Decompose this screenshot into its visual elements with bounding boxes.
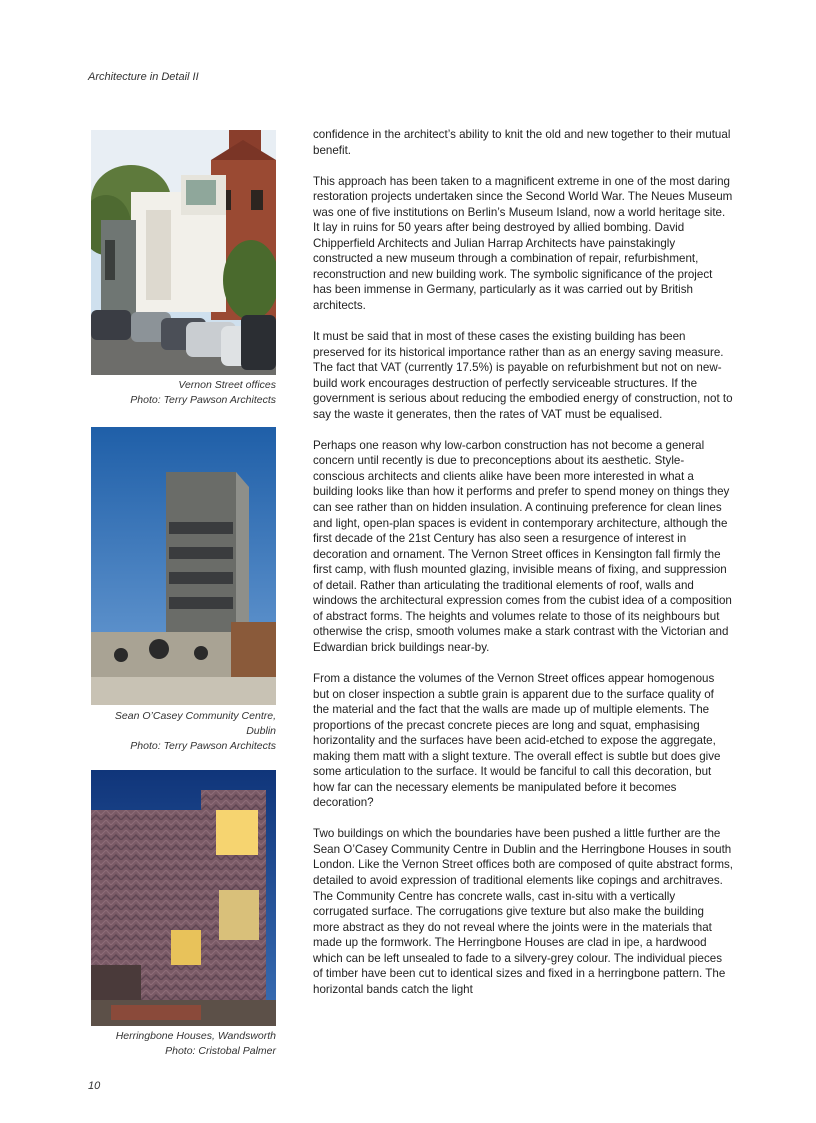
caption-title: Sean O’Casey Community Centre,	[114, 710, 276, 722]
caption-title: Vernon Street offices	[178, 379, 276, 391]
paragraph: It must be said that in most of these cases the existing building has been preserved for its historical importance rather than as an energy saving measure. The fact that VAT (currently 17.5%) is payable on refurbishment but not on new-build work encourages destruction of perfectly serviceable structures. If the government is serious about reducing the embodied energy of construction, not to say the waste it generates, then the rates of VAT must be equalised.	[313, 330, 733, 421]
page-number: 10	[88, 1080, 101, 1092]
caption-credit: Photo: Terry Pawson Architects	[130, 740, 276, 752]
caption-title: Herringbone Houses, Wandsworth	[115, 1030, 276, 1042]
figure-caption	[91, 709, 276, 754]
figure-caption	[91, 1029, 276, 1059]
paragraph: confidence in the architect’s ability to knit the old and new together to their mutual benefit.	[313, 128, 731, 157]
paragraph: From a distance the volumes of the Vernon Street offices appear homogenous but on closer inspection a subtle grain is apparent due to the surface quality of the material and the fact that the walls are made up of multiple elements. The proportions of the precast concrete pieces are long and squat, emphasising horizontality and the surfaces have been acid-etched to expose the aggregate, making them matt with a slight texture. The overall effect is subtle but does give some articulation to the surface. It would be fanciful to call this decoration, but how far can the necessary elements be manipulated before it becomes decoration?	[313, 671, 721, 810]
running-title: Architecture in Detail II	[88, 71, 199, 83]
figure-caption	[91, 378, 276, 408]
article-body	[313, 127, 733, 1013]
caption-credit: Photo: Terry Pawson Architects	[130, 394, 276, 406]
paragraph: This approach has been taken to a magnificent extreme in one of the most daring restoration projects undertaken since the Second World War. The Neues Museum was one of five institutions on Berlin’s Museum Island, now a world heritage site. It lay in ruins for 50 years after being destroyed by allied bombing. David Chipperfield Architects and Julian Harrap Architects have painstakingly constructed a new museum through a combination of repair, refurbishment, reconstruction and new building work. The symbolic significance of the project has been immense in Germany, particularly as it was carried out by British architects.	[313, 174, 733, 312]
photo-herringbone-houses	[91, 770, 276, 1026]
caption-title-continued: Dublin	[246, 725, 276, 737]
caption-credit: Photo: Cristobal Palmer	[165, 1045, 276, 1057]
photo-sean-ocasey-community-centre	[91, 427, 276, 705]
paragraph: Perhaps one reason why low-carbon construction has not become a general concern until recently is due to preconceptions about its aesthetic. Style-conscious architects and clients alike have been more interested in what a building looks like than how it performs and prefer to spend money on things they can see rather than on hidden insulation. A continuing preference for clean lines and light, open-plan spaces is evident in contemporary architecture, although the first decade of the 21st Century has also seen a resurgence of interest in decoration and ornament. The Vernon Street offices in Kensington fall firmly the first camp, with flush mounted glazing, invisible means of fixing, and suppression of detail. Rather than articulating the traditional elements of roof, walls and windows the architectural expression comes from the cubist idea of a composition of abstract forms. The heights and volumes relate to those of its neighbours but otherwise the crisp, smooth volumes make a stark contrast with the Victorian and Edwardian brick buildings near-by.	[313, 438, 732, 654]
photo-vernon-street-offices	[91, 130, 276, 375]
paragraph: Two buildings on which the boundaries have been pushed a little further are the Sean O’Casey Community Centre in Dublin and the Herringbone Houses in south London. Like the Vernon Street offices both are composed of quite abstract forms, detailed to avoid expression of traditional elements like copings and architraves. The Community Centre has concrete walls, cast in-situ with a vertically corrugated surface. The corrugations give texture but also make the building more abstract as they do not reveal where the joints were in the materials that made up the formwork. The Herringbone Houses are clad in ipe, a hardwood which can be left unsealed to fade to a silvery-grey colour. The individual pieces of timber have been cut to identical sizes and fixed in a herringbone pattern. The horizontal bands catch the light	[313, 827, 733, 996]
